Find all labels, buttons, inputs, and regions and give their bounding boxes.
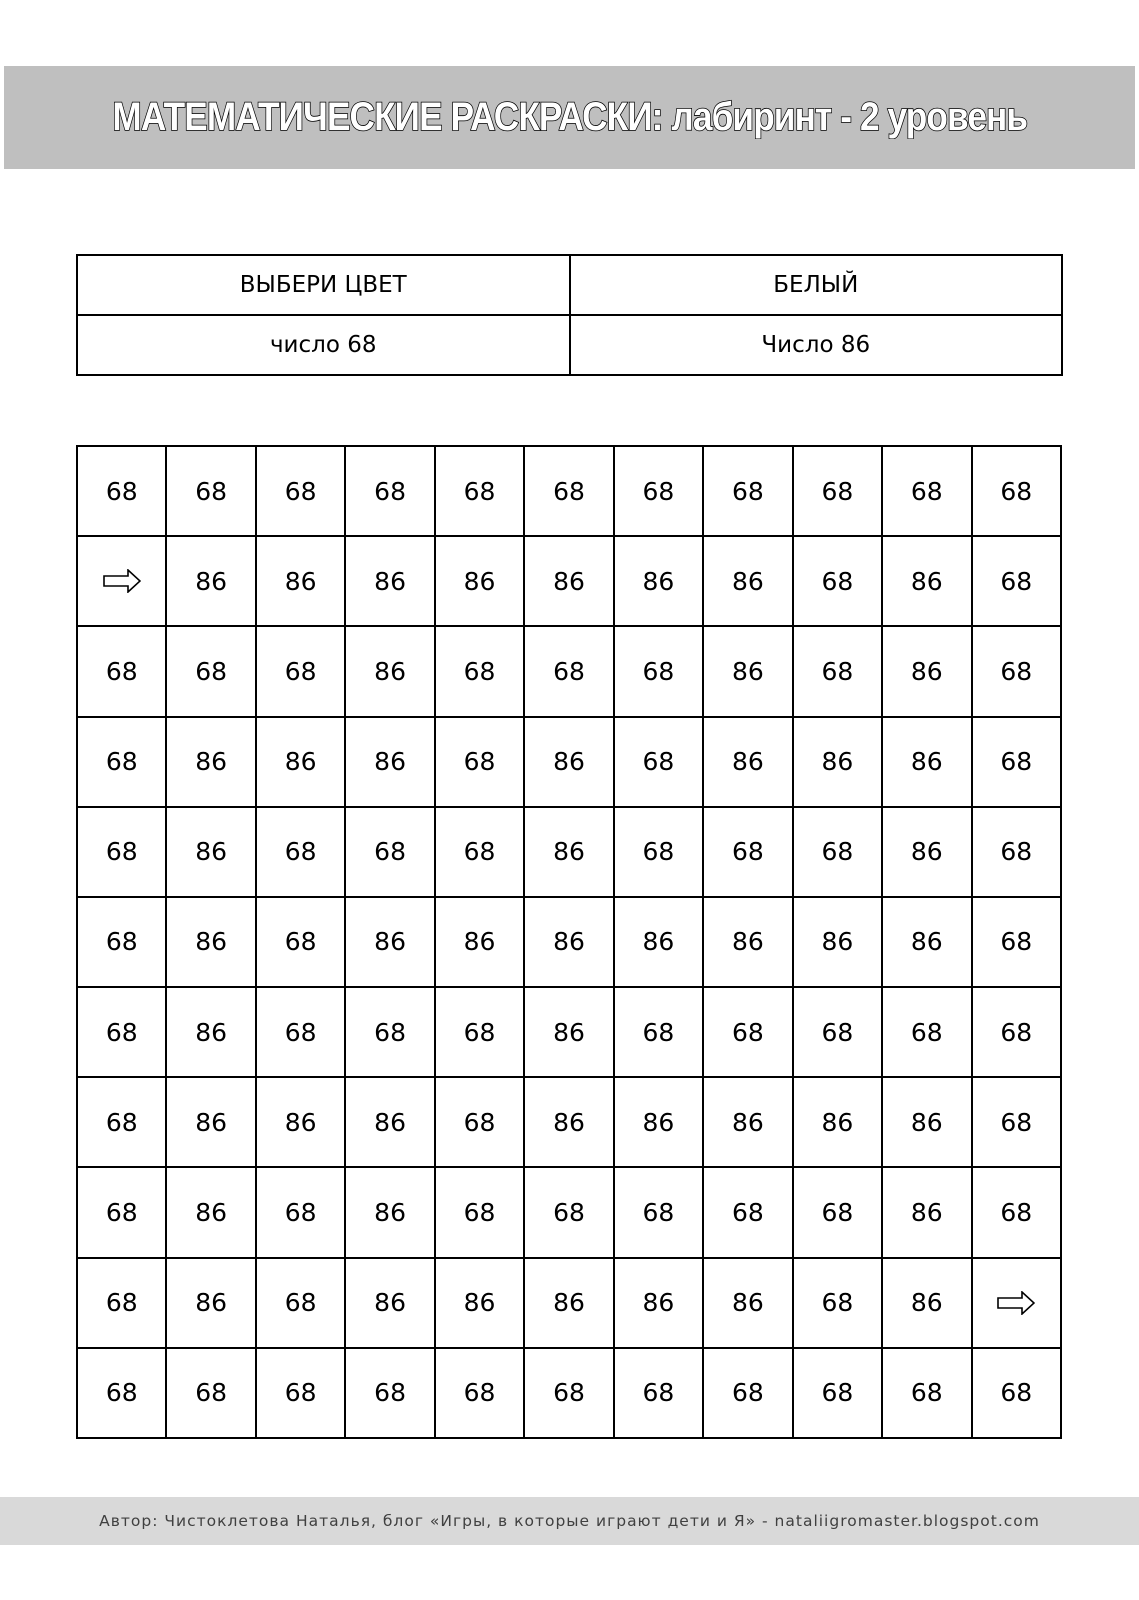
- maze-cell[interactable]: 68: [524, 446, 613, 536]
- maze-cell[interactable]: 68: [793, 536, 882, 626]
- footer-band: [0, 1497, 1139, 1545]
- legend-row: [77, 255, 1062, 315]
- maze-cell[interactable]: 86: [882, 1258, 971, 1348]
- maze-cell[interactable]: 68: [77, 1167, 166, 1257]
- arrow-right-icon: [997, 1291, 1035, 1315]
- maze-cell[interactable]: 86: [435, 897, 524, 987]
- maze-cell[interactable]: 68: [435, 1348, 524, 1438]
- maze-cell[interactable]: 86: [345, 717, 434, 807]
- maze-cell[interactable]: 86: [166, 807, 255, 897]
- maze-cell[interactable]: 68: [435, 626, 524, 716]
- maze-cell[interactable]: 86: [524, 717, 613, 807]
- maze-cell[interactable]: 68: [614, 626, 703, 716]
- maze-cell[interactable]: 68: [77, 1258, 166, 1348]
- maze-cell[interactable]: 86: [882, 1077, 971, 1167]
- maze-cell[interactable]: 68: [703, 1167, 792, 1257]
- maze-cell[interactable]: 86: [166, 897, 255, 987]
- maze-cell[interactable]: 86: [166, 1258, 255, 1348]
- maze-cell[interactable]: 68: [256, 807, 345, 897]
- maze-cell[interactable]: 68: [614, 446, 703, 536]
- maze-cell[interactable]: 68: [166, 1348, 255, 1438]
- maze-row: [77, 1258, 1061, 1348]
- maze-cell[interactable]: 68: [972, 807, 1061, 897]
- maze-row: [77, 1348, 1061, 1438]
- maze-cell[interactable]: 86: [703, 717, 792, 807]
- maze-cell[interactable]: 68: [882, 446, 971, 536]
- maze-cell[interactable]: 86: [166, 1077, 255, 1167]
- maze-cell[interactable]: 68: [345, 446, 434, 536]
- maze-row: [77, 446, 1061, 536]
- maze-cell[interactable]: 68: [256, 1258, 345, 1348]
- maze-cell[interactable]: 86: [524, 1077, 613, 1167]
- maze-cell[interactable]: 68: [435, 987, 524, 1077]
- maze-cell[interactable]: 86: [256, 536, 345, 626]
- maze-cell[interactable]: 86: [166, 1167, 255, 1257]
- maze-cell[interactable]: 68: [703, 446, 792, 536]
- maze-cell[interactable]: 86: [793, 717, 882, 807]
- maze-cell[interactable]: 86: [435, 536, 524, 626]
- maze-cell[interactable]: 68: [703, 807, 792, 897]
- maze-cell[interactable]: 86: [524, 807, 613, 897]
- maze-cell[interactable]: 86: [882, 897, 971, 987]
- maze-cell[interactable]: 68: [166, 626, 255, 716]
- maze-cell[interactable]: 68: [972, 1077, 1061, 1167]
- color-legend-table: [76, 254, 1063, 376]
- maze-row: [77, 536, 1061, 626]
- maze-cell[interactable]: 86: [614, 1077, 703, 1167]
- maze-cell[interactable]: 86: [614, 536, 703, 626]
- maze-cell[interactable]: 68: [972, 897, 1061, 987]
- maze-cell[interactable]: 68: [524, 626, 613, 716]
- maze-cell[interactable]: 68: [793, 807, 882, 897]
- maze-cell[interactable]: 86: [166, 536, 255, 626]
- legend-row: [77, 315, 1062, 375]
- maze-cell[interactable]: 86: [524, 1258, 613, 1348]
- maze-cell[interactable]: 68: [77, 446, 166, 536]
- maze-cell[interactable]: 68: [972, 626, 1061, 716]
- legend-number-68: число 68: [77, 315, 570, 375]
- maze-cell[interactable]: 86: [345, 897, 434, 987]
- legend-number-86: Число 86: [570, 315, 1063, 375]
- legend-color-white: БЕЛЫЙ: [570, 255, 1063, 315]
- maze-cell[interactable]: 68: [77, 626, 166, 716]
- maze-cell[interactable]: 86: [703, 897, 792, 987]
- legend-choose-color-label: ВЫБЕРИ ЦВЕТ: [77, 255, 570, 315]
- maze-cell[interactable]: 68: [524, 1348, 613, 1438]
- maze-cell[interactable]: 68: [793, 987, 882, 1077]
- maze-cell[interactable]: 68: [793, 446, 882, 536]
- maze-row: [77, 897, 1061, 987]
- maze-cell[interactable]: 68: [256, 897, 345, 987]
- maze-cell[interactable]: 68: [345, 807, 434, 897]
- maze-cell[interactable]: 86: [793, 1077, 882, 1167]
- maze-cell[interactable]: 68: [972, 987, 1061, 1077]
- maze-cell[interactable]: 68: [703, 1348, 792, 1438]
- maze-cell[interactable]: 68: [614, 987, 703, 1077]
- maze-cell[interactable]: 86: [345, 1167, 434, 1257]
- maze-cell[interactable]: 86: [703, 536, 792, 626]
- maze-cell[interactable]: 86: [882, 536, 971, 626]
- maze-cell[interactable]: 68: [256, 626, 345, 716]
- maze-grid: [76, 445, 1062, 1439]
- maze-cell[interactable]: 68: [972, 446, 1061, 536]
- maze-cell[interactable]: 86: [166, 987, 255, 1077]
- maze-cell[interactable]: 68: [256, 987, 345, 1077]
- maze-cell[interactable]: 86: [703, 626, 792, 716]
- maze-cell[interactable]: 68: [256, 446, 345, 536]
- maze-cell[interactable]: 68: [435, 717, 524, 807]
- maze-cell[interactable]: 68: [77, 807, 166, 897]
- maze-cell-arrow[interactable]: [972, 1258, 1061, 1348]
- maze-cell[interactable]: 86: [345, 536, 434, 626]
- maze-cell[interactable]: 68: [793, 1258, 882, 1348]
- maze-cell[interactable]: 68: [972, 536, 1061, 626]
- maze-cell[interactable]: 86: [614, 897, 703, 987]
- maze-cell[interactable]: 86: [345, 626, 434, 716]
- maze-cell[interactable]: 68: [703, 987, 792, 1077]
- header-band: [4, 66, 1135, 169]
- maze-cell[interactable]: 68: [77, 1077, 166, 1167]
- maze-row: [77, 807, 1061, 897]
- maze-cell[interactable]: 86: [882, 717, 971, 807]
- maze-cell[interactable]: 86: [524, 897, 613, 987]
- maze-row: [77, 626, 1061, 716]
- maze-cell[interactable]: 68: [882, 1348, 971, 1438]
- maze-cell[interactable]: 68: [435, 1167, 524, 1257]
- maze-cell[interactable]: 68: [882, 987, 971, 1077]
- maze-cell[interactable]: 86: [882, 626, 971, 716]
- maze-cell[interactable]: 86: [524, 536, 613, 626]
- maze-cell[interactable]: 86: [256, 717, 345, 807]
- maze-cell[interactable]: 86: [703, 1077, 792, 1167]
- maze-cell[interactable]: 68: [435, 807, 524, 897]
- maze-cell[interactable]: 86: [882, 1167, 971, 1257]
- maze-cell[interactable]: 86: [793, 897, 882, 987]
- maze-cell[interactable]: 68: [435, 446, 524, 536]
- maze-cell[interactable]: 68: [77, 897, 166, 987]
- maze-cell[interactable]: 68: [166, 446, 255, 536]
- maze-cell[interactable]: 68: [793, 626, 882, 716]
- maze-cell[interactable]: 68: [345, 987, 434, 1077]
- maze-cell[interactable]: 68: [614, 1167, 703, 1257]
- maze-cell[interactable]: 86: [256, 1077, 345, 1167]
- maze-cell[interactable]: 68: [972, 717, 1061, 807]
- maze-cell[interactable]: 68: [77, 1348, 166, 1438]
- maze-cell[interactable]: 86: [614, 1258, 703, 1348]
- maze-cell[interactable]: 86: [703, 1258, 792, 1348]
- maze-cell[interactable]: 68: [256, 1167, 345, 1257]
- maze-cell[interactable]: 68: [345, 1348, 434, 1438]
- maze-cell[interactable]: 68: [793, 1167, 882, 1257]
- arrow-right-icon: [103, 569, 141, 593]
- maze-cell-arrow[interactable]: [77, 536, 166, 626]
- maze-cell[interactable]: 68: [972, 1348, 1061, 1438]
- maze-cell[interactable]: 86: [882, 807, 971, 897]
- maze-cell[interactable]: 86: [166, 717, 255, 807]
- maze-cell[interactable]: 68: [77, 717, 166, 807]
- maze-row: [77, 987, 1061, 1077]
- maze-cell[interactable]: 68: [614, 1348, 703, 1438]
- maze-cell[interactable]: 68: [614, 807, 703, 897]
- maze-cell[interactable]: 68: [972, 1167, 1061, 1257]
- maze-cell[interactable]: 68: [614, 717, 703, 807]
- maze-cell[interactable]: 86: [435, 1258, 524, 1348]
- author-credit: Автор: Чистоклетова Наталья, блог «Игры, в которые играют дети и Я» - nataliigromaster.blogspot.com: [99, 1512, 1040, 1530]
- maze-row: [77, 1167, 1061, 1257]
- maze-cell[interactable]: 86: [345, 1077, 434, 1167]
- maze-cell[interactable]: 68: [793, 1348, 882, 1438]
- maze-cell[interactable]: 86: [345, 1258, 434, 1348]
- maze-cell[interactable]: 86: [524, 987, 613, 1077]
- maze-row: [77, 1077, 1061, 1167]
- page-title: МАТЕМАТИЧЕСКИЕ РАСКРАСКИ: лабиринт - 2 уровень: [112, 95, 1027, 139]
- maze-cell[interactable]: 68: [256, 1348, 345, 1438]
- maze-row: [77, 717, 1061, 807]
- maze-cell[interactable]: 68: [77, 987, 166, 1077]
- maze-cell[interactable]: 68: [435, 1077, 524, 1167]
- maze-cell[interactable]: 68: [524, 1167, 613, 1257]
